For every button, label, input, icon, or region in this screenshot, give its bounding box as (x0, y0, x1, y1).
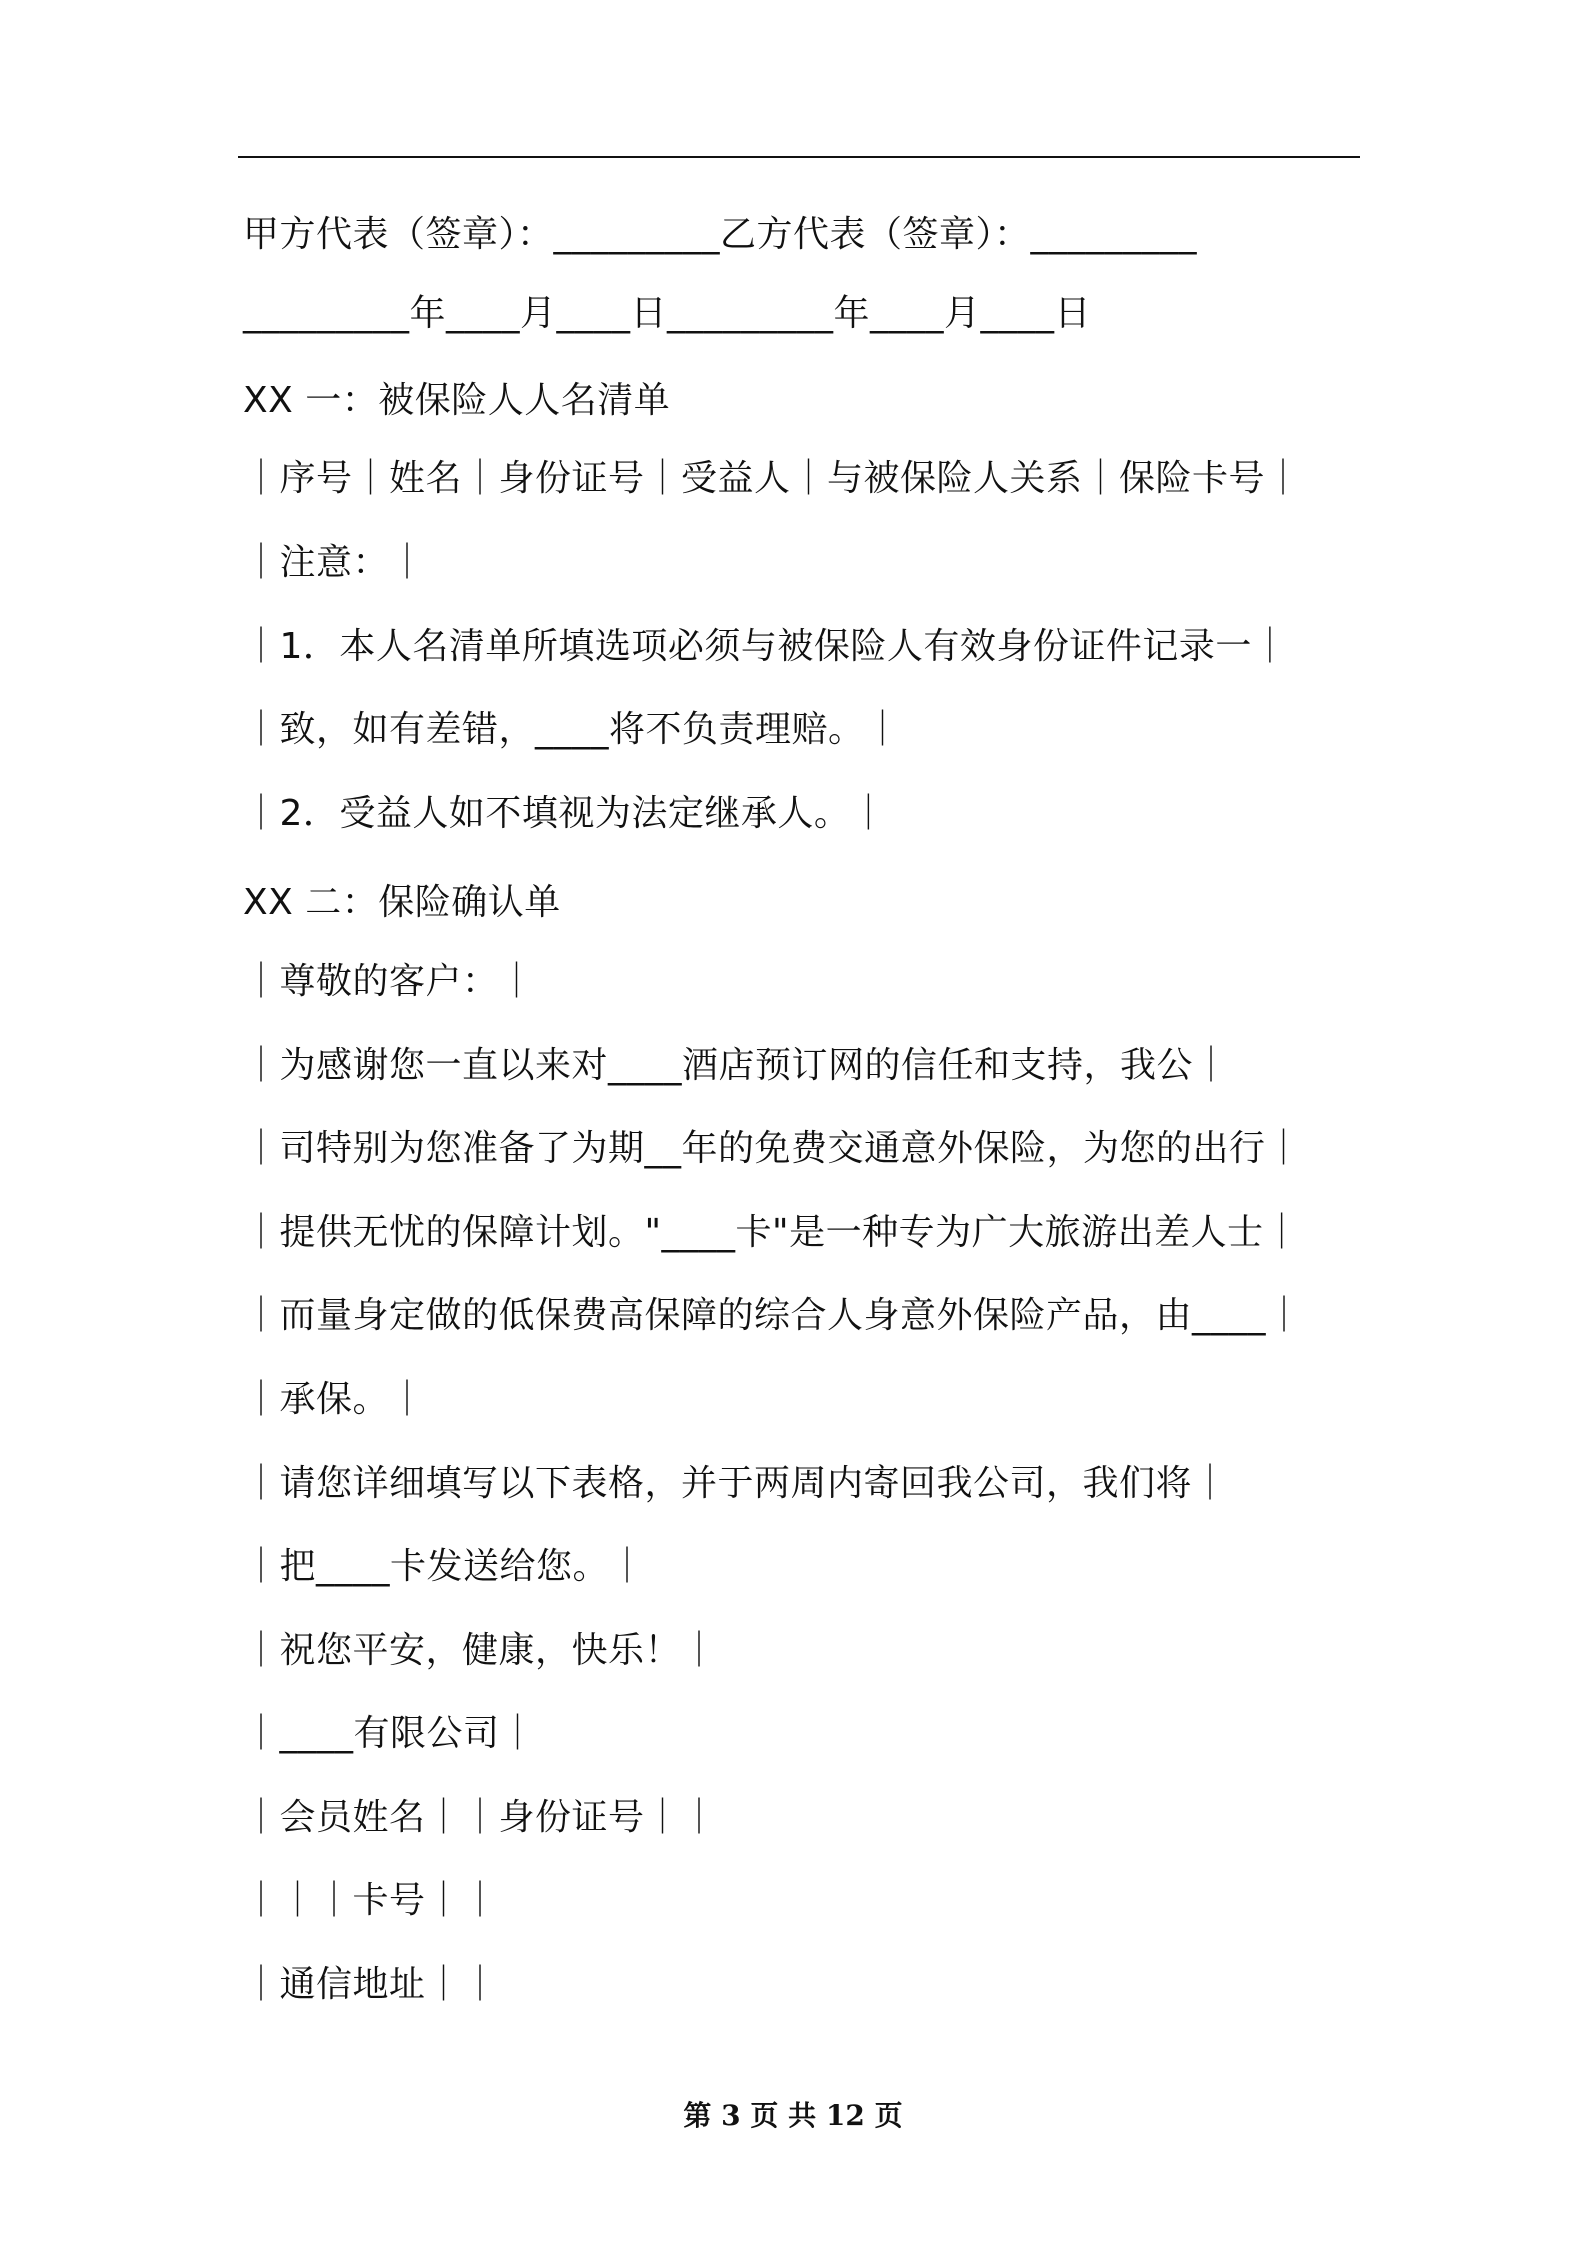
notice-label: ｜注意：｜ (243, 542, 426, 583)
form-row-address: ｜通信地址｜｜ (243, 1964, 499, 2005)
form-row-card-number: ｜｜｜卡号｜｜ (243, 1880, 499, 1921)
letter-line-4: ｜而量身定做的低保费高保障的综合人身意外保险产品，由____｜ (243, 1295, 1303, 1336)
notice-item-1-line-1: ｜1．本人名清单所填选项必须与被保险人有效身份证件记录一｜ (243, 626, 1289, 667)
appendix-two-heading: XX 二：保险确认单 (243, 882, 561, 923)
letter-line-7: ｜把____卡发送给您。｜ (243, 1546, 646, 1587)
letter-line-2: ｜司特别为您准备了为期__年的免费交通意外保险，为您的出行｜ (243, 1128, 1303, 1169)
notice-item-1-line-2: ｜致，如有差错，____将不负责理赔。｜ (243, 709, 902, 750)
letter-line-5: ｜承保。｜ (243, 1379, 426, 1420)
greeting-line: ｜尊敬的客户：｜ (243, 961, 536, 1002)
form-row-name-id: ｜会员姓名｜｜身份证号｜｜ (243, 1797, 718, 1838)
blessing-line: ｜祝您平安，健康，快乐！｜ (243, 1630, 718, 1671)
appendix-one-heading: XX 一：被保险人人名清单 (243, 380, 671, 421)
letter-line-3: ｜提供无忧的保障计划。"____卡"是一种专为广大旅游出差人士｜ (243, 1212, 1301, 1253)
company-line: ｜____有限公司｜ (243, 1713, 537, 1754)
header-rule (238, 156, 1360, 158)
signature-line: 甲方代表（签章）：_________乙方代表（签章）：_________ (243, 214, 1198, 255)
insured-list-header-row: ｜序号｜姓名｜身份证号｜受益人｜与被保险人关系｜保险卡号｜ (243, 458, 1302, 499)
notice-item-2: ｜2．受益人如不填视为法定继承人。｜ (243, 793, 887, 834)
date-line: _________年____月____日_________年____月____日 (243, 293, 1091, 334)
letter-line-6: ｜请您详细填写以下表格，并于两周内寄回我公司，我们将｜ (243, 1463, 1229, 1504)
letter-line-1: ｜为感谢您一直以来对____酒店预订网的信任和支持，我公｜ (243, 1045, 1230, 1086)
page-number-footer: 第 3 页 共 12 页 (683, 2099, 903, 2132)
